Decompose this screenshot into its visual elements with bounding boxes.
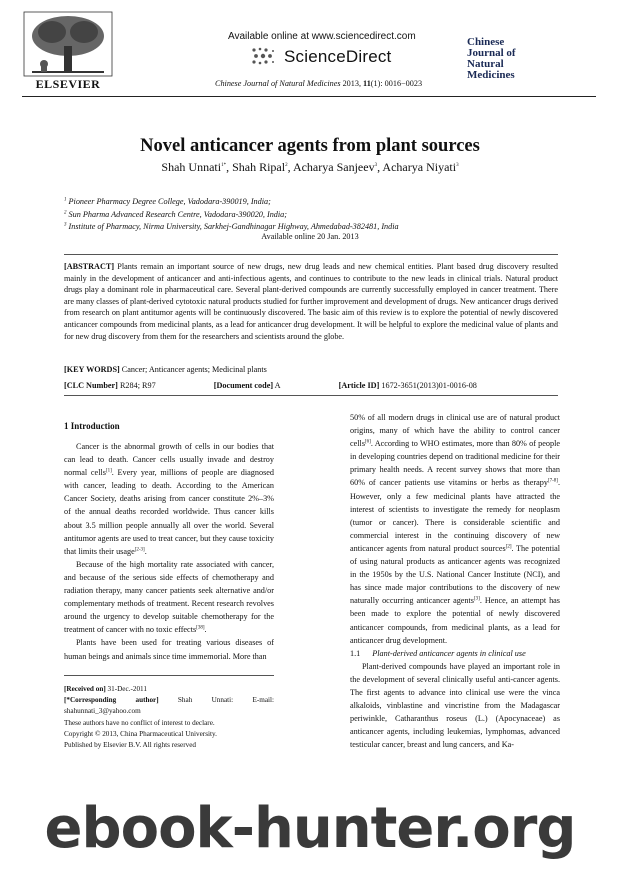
affiliation-mark: 2 [64,209,67,215]
footnotes [64,684,274,751]
published-note: Published by Elsevier B.V. All rights reserved [64,741,197,750]
citation-marker: [1] [105,468,112,474]
footnote-divider [64,675,274,676]
affiliation-text: Institute of Pharmacy, Nirma University, Sarkhej-Gandhinagar Highway, Ahmedabad-382481, India [68,222,399,231]
body-paragraph: Cancer is the abnormal growth of cells in our bodies that can lead to death. Cancer cells usually invade and destroy normal cells[1]. Every year, millions of people are diagnosed with cancer, leading to death. According to the American Cancer Society, deaths arising from cancer constitute 2%–3% of the annual deaths recorded worldwide. Thus cancer kills about 3.5 million people annually all over the world. Several antitumor agents are used to treat cancer, but they cause toxicity that limits their usage[2-3]. [64,442,274,556]
author-affiliation-mark: 2 [285,163,288,168]
journal-name-line: Medicines [467,69,515,81]
classification-row [64,381,558,390]
keywords-text: Cancer; Anticancer agents; Medicinal plants [119,365,267,374]
citation-volume: 11 [363,79,371,88]
corresponding-label: [*Corresponding author] [64,696,159,705]
journal-citation [215,79,422,88]
author-list: Shah Unnati$^{1*}$, Shah Ripal$^2$, Acharya Sanjeev$^3$, Acharya Niyati$^3$ [161,160,459,174]
watermark-text: ebook-hunter.org [44,796,576,861]
elsevier-logo [22,10,114,92]
abstract-bottom-divider [64,395,558,396]
citation-marker: [2-3] [134,547,145,553]
journal-name-line: Journal of [467,47,516,59]
citation-marker: [2] [505,544,512,550]
journal-name-line: Chinese [467,36,505,48]
section-heading: 1 Introduction [64,421,120,431]
abstract [64,261,558,342]
author-affiliation-mark: 3 [374,163,378,168]
available-date: Available online 20 Jan. 2013 [261,232,359,241]
article-title: Novel anticancer agents from plant sources [140,136,480,156]
copyright-note: Copyright © 2013, China Pharmaceutical University. [64,729,217,738]
author-affiliation-mark: 1* [221,163,227,168]
body-paragraph: Because of the high mortality rate associated with cancer, and because of the serious side effects of chemotherapy and radiation therapy, many cancer patients seek alternative and/or complementary methods of treatment. Recent research revolves around the urgency to develop suitable chemotherapy for the treatment of cancer with no toxic effects[38]. [64,559,274,635]
left-column [64,440,274,663]
affiliation-line [64,196,399,209]
citation-marker: [6] [365,439,371,445]
clc-label: [CLC Number] [64,381,118,390]
article-id [339,381,505,390]
keywords-label: [KEY WORDS] [64,365,120,374]
citation-pages: (1): 0016−0023 [370,79,423,88]
articleid-label: [Article ID] [338,381,380,390]
citation-marker: [3] [474,596,480,602]
available-online-text: Available online at www.sciencedirect.com [228,31,416,42]
right-column [350,411,560,751]
affiliations [64,196,399,234]
affiliation-mark: 3 [64,222,67,228]
abstract-text: Plants remain an important source of new drugs, new drug leads and new chemical entities. Plant based drug discovery resulted mainly in the development of anticancer and anti-infectious agents, and continues to contribute to the new leads in clinical trials. Natural product drugs play a dominant role in pharmaceutical care. Several plant-derived compounds are currently successfully employed in cancer treatment. There are many classes of plant-derived cytotoxic natural products studied for further improvement and development of drugs. New anticancer drugs derived from research on plant antitumor agents will be continuously discovered. The basic aim of this review is to explore the potential of newly discovered anticancer compounds from medicinal plants, as a lead for anticancer drug development. It will be helpful to explore the medicinal value of plants and for new drug discovery from them for the researchers and scientists around the globe. [64,262,558,341]
author-name: Shah Unnati [161,160,222,174]
author-name: Acharya Sanjeev [292,160,375,174]
abstract-label: [ABSTRACT] [64,262,115,271]
journal-name-line: Natural [467,58,504,70]
body-paragraph: Plants have been used for treating various diseases of human beings and animals since time immemorial. More than [64,638,274,661]
affiliation-mark: 1 [64,197,67,203]
citation-year: 2013, [340,79,364,88]
clc-number [64,381,184,390]
header-divider [22,96,596,97]
document-code [214,381,309,390]
doccode-label: [Document code] [213,381,274,390]
body-paragraph: Plant-derived compounds have played an important role in the development of several clinically useful anti-cancer agents. The first agents to advance into clinical use were the vinca alkaloids, vinblastine and vincristine from the Madagascar periwinkle, Catharanthus roseus (L.) (Apocynaceae) as anticancer agents, including leukemias, lymphomas, advanced testicular cancer, breast and lung cancers, and Ka- [350,661,560,750]
body-paragraph: 50% of all modern drugs in clinical use are of natural product origins, many of which have the ability to control cancer cells[6]. According to WHO estimates, more than 80% of people in developing countries depend on traditional medicine for their primary health needs. A recent survey shows that more than 60% of cancer patients use vitamins or herbs as therapy[7-8]. However, only a few medicinal plants have attracted the interest of scientists to investigate the remedy for neoplasm (tumor or cancer). There is considerable scientific and commercial interest in the continuing discovery of new anticancer agents from natural product sources[2]. The potential of using natural products as anticancer agents was recognized in the 1950s by the U.S. National Cancer Institute (NCI), and has since made major contributions to the discovery of new naturally occurring anticancer agents[3]. Hence, an attempt has been made to explore the potential of newly discovered anticancer compounds, from medicinal plants, as a lead for anticancer drug development. [350,413,560,645]
articleid-value: 1672-3651(2013)01-0016-08 [379,381,477,390]
subsection-title: Plant-derived anticancer agents in clinical use [372,648,526,658]
doccode-value: A [273,381,281,390]
abstract-top-divider [64,254,558,255]
author-name: Shah Ripal [232,160,286,174]
subsection-number: 1.1 [350,648,361,658]
affiliation-text: Pioneer Pharmacy Degree College, Vadodara-390019, India; [68,197,271,206]
conflict-note: These authors have no conflict of interest to declare. [64,718,215,727]
corresponding-value: Shah Unnati: E-mail: shahunnati_3@yahoo.com [64,696,274,716]
affiliation-text: Sun Pharma Advanced Research Centre, Vadodara-390020, India; [68,209,287,219]
citation-marker: [7-8] [547,478,558,484]
sciencedirect-wordmark: ScienceDirect [284,47,392,66]
sciencedirect-dots-icon [250,46,276,68]
received-label: [Received on] [64,685,106,693]
keywords [64,365,558,374]
received-value: 31-Dec.-2011 [105,685,147,693]
citation-marker: [38] [196,625,205,631]
citation-journal-name: Chinese Journal of Natural Medicines [215,79,341,88]
journal-name-box [467,37,575,81]
publisher-logo-text: ELSEVIER [35,77,101,91]
received-note [64,684,274,695]
author-affiliation-mark: 3 [456,163,459,168]
subsection-heading [350,647,560,660]
author-name: Acharya Niyati [382,160,457,174]
clc-value: R284; R97 [117,381,156,390]
corresponding-note [64,695,274,717]
affiliation-line [64,209,399,222]
